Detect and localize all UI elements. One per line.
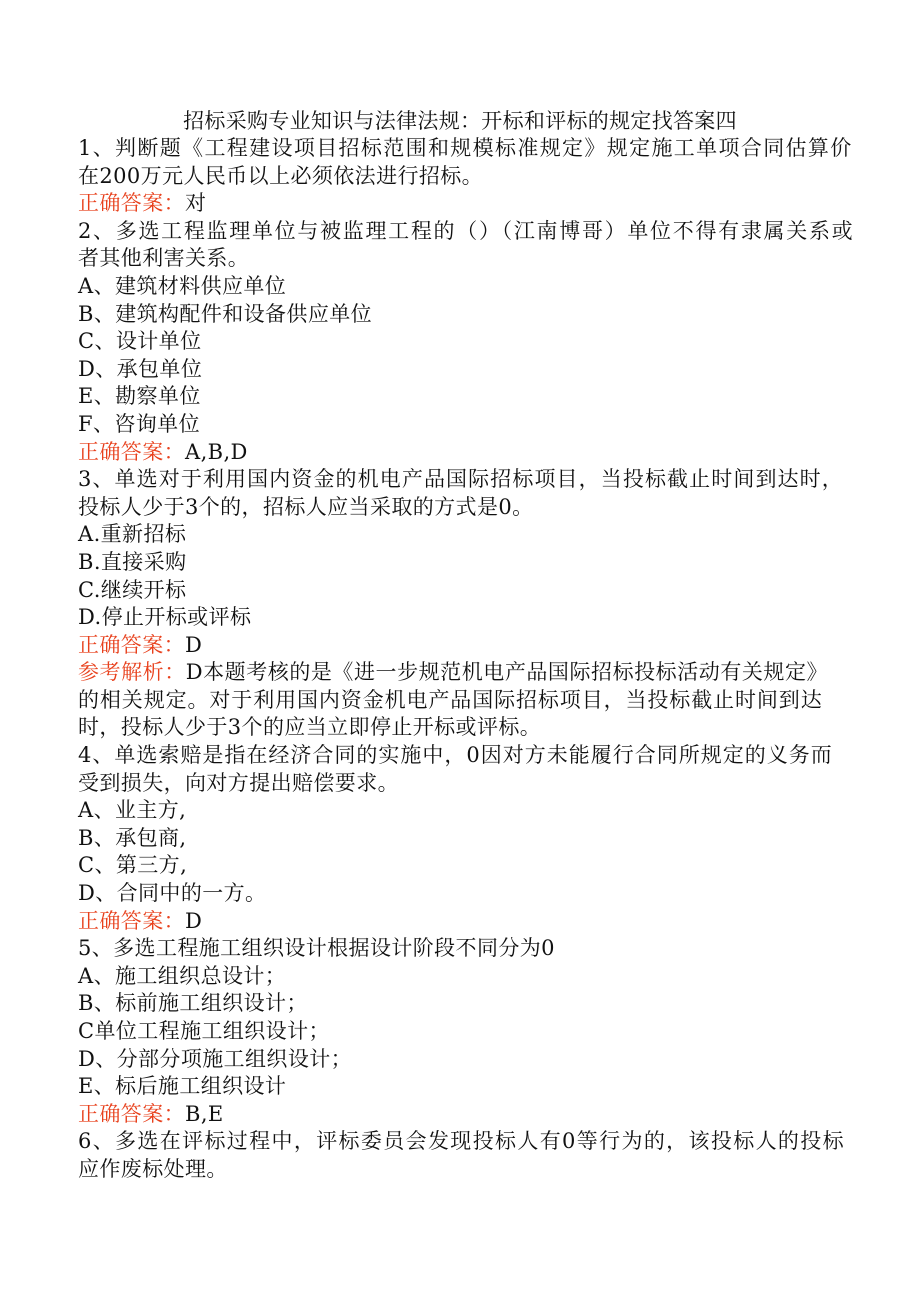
question-6-stem-line-2: 应作废标处理。: [78, 1156, 228, 1181]
question-3-analysis-line-2: 的相关规定。对于利用国内资金机电产品国际招标项目，当投标截止时间到达: [78, 687, 823, 712]
question-2-option-f: F、咨询单位: [78, 411, 200, 436]
answer-value: 对: [185, 191, 207, 216]
question-5-stem-line-1: 5、多选工程施工组织设计根据设计阶段不同分为0: [78, 936, 555, 961]
answer-label: 正确答案：: [78, 908, 185, 933]
question-5-option-a: A、施工组织总设计；: [78, 963, 287, 988]
question-2-option-c: C、设计单位: [78, 329, 202, 354]
question-5-answer: [78, 1101, 830, 1129]
question-2-option-a: A、建筑材料供应单位: [78, 273, 287, 298]
question-3-analysis-line-3: 时，投标人少于3个的应当立即停止开标或评标。: [78, 715, 542, 740]
answer-label: 正确答案：: [78, 632, 185, 657]
question-3-option-c: C.继续开标: [78, 577, 187, 602]
question-3-stem-line-2: 投标人少于3个的，招标人应当采取的方式是0。: [78, 494, 534, 519]
question-3-option-a: A.重新招标: [78, 522, 187, 547]
question-2-option-e: E、勘察单位: [78, 384, 201, 409]
question-4-option-b: B、承包商,: [78, 825, 187, 850]
document-title: 招标采购专业知识与法律法规：开标和评标的规定找答案四: [183, 109, 737, 133]
question-4-stem-line-2: 受到损失，向对方提出赔偿要求。: [78, 770, 399, 795]
question-3-answer: [78, 632, 830, 660]
answer-value: D: [185, 908, 203, 933]
answer-label: 正确答案：: [78, 439, 185, 464]
question-3-analysis-line-1: [78, 659, 830, 687]
question-2-stem-line-1: 2、多选工程监理单位与被监理工程的（）（江南博哥）单位不得有隶属关系或: [78, 218, 855, 243]
question-5-option-d: D、分部分项施工组织设计；: [78, 1046, 353, 1071]
question-4-answer: [78, 908, 830, 936]
question-4-stem-line-1: 4、单选索赔是指在经济合同的实施中，0因对方未能履行合同所规定的义务而: [78, 743, 833, 768]
question-1-stem-line-2: 在200万元人民币以上必须依法进行招标。: [78, 163, 484, 188]
answer-value: A,B,D: [185, 439, 248, 464]
question-6-stem-line-1: 6、多选在评标过程中，评标委员会发现投标人有0等行为的，该投标人的投标: [78, 1129, 845, 1154]
question-1-answer: [78, 190, 830, 218]
answer-value: D: [185, 632, 203, 657]
question-2-stem-line-2: 者其他利害关系。: [78, 246, 250, 271]
document-body: [78, 135, 855, 1184]
question-3-option-d: D.停止开标或评标: [78, 605, 252, 630]
question-1-stem-line-1: 1、判断题《工程建设项目招标范围和规模标准规定》规定施工单项合同估算价: [78, 136, 853, 160]
analysis-label: 参考解析：: [78, 660, 186, 685]
question-3-stem-line-1: 3、单选对于利用国内资金的机电产品国际招标项目，当投标截止时间到达时，: [78, 467, 844, 492]
answer-value: B,E: [185, 1101, 224, 1126]
question-2-option-d: D、承包单位: [78, 356, 203, 381]
analysis-text: D本题考核的是《进一步规范机电产品国际招标投标活动有关规定》: [185, 660, 829, 685]
question-4-option-c: C、第三方,: [78, 853, 188, 878]
answer-label: 正确答案：: [78, 1101, 185, 1126]
question-4-option-a: A、业主方,: [78, 798, 187, 823]
question-3-option-b: B.直接采购: [78, 549, 187, 574]
question-5-option-c: C单位工程施工组织设计；: [78, 1019, 330, 1043]
question-4-option-d: D、合同中的一方。: [78, 881, 267, 906]
question-2-option-b: B、建筑构配件和设备供应单位: [78, 301, 373, 326]
question-5-option-e: E、标后施工组织设计: [78, 1074, 287, 1099]
answer-label: 正确答案：: [78, 191, 185, 216]
question-2-answer: [78, 439, 830, 467]
question-5-option-b: B、标前施工组织设计；: [78, 991, 308, 1016]
